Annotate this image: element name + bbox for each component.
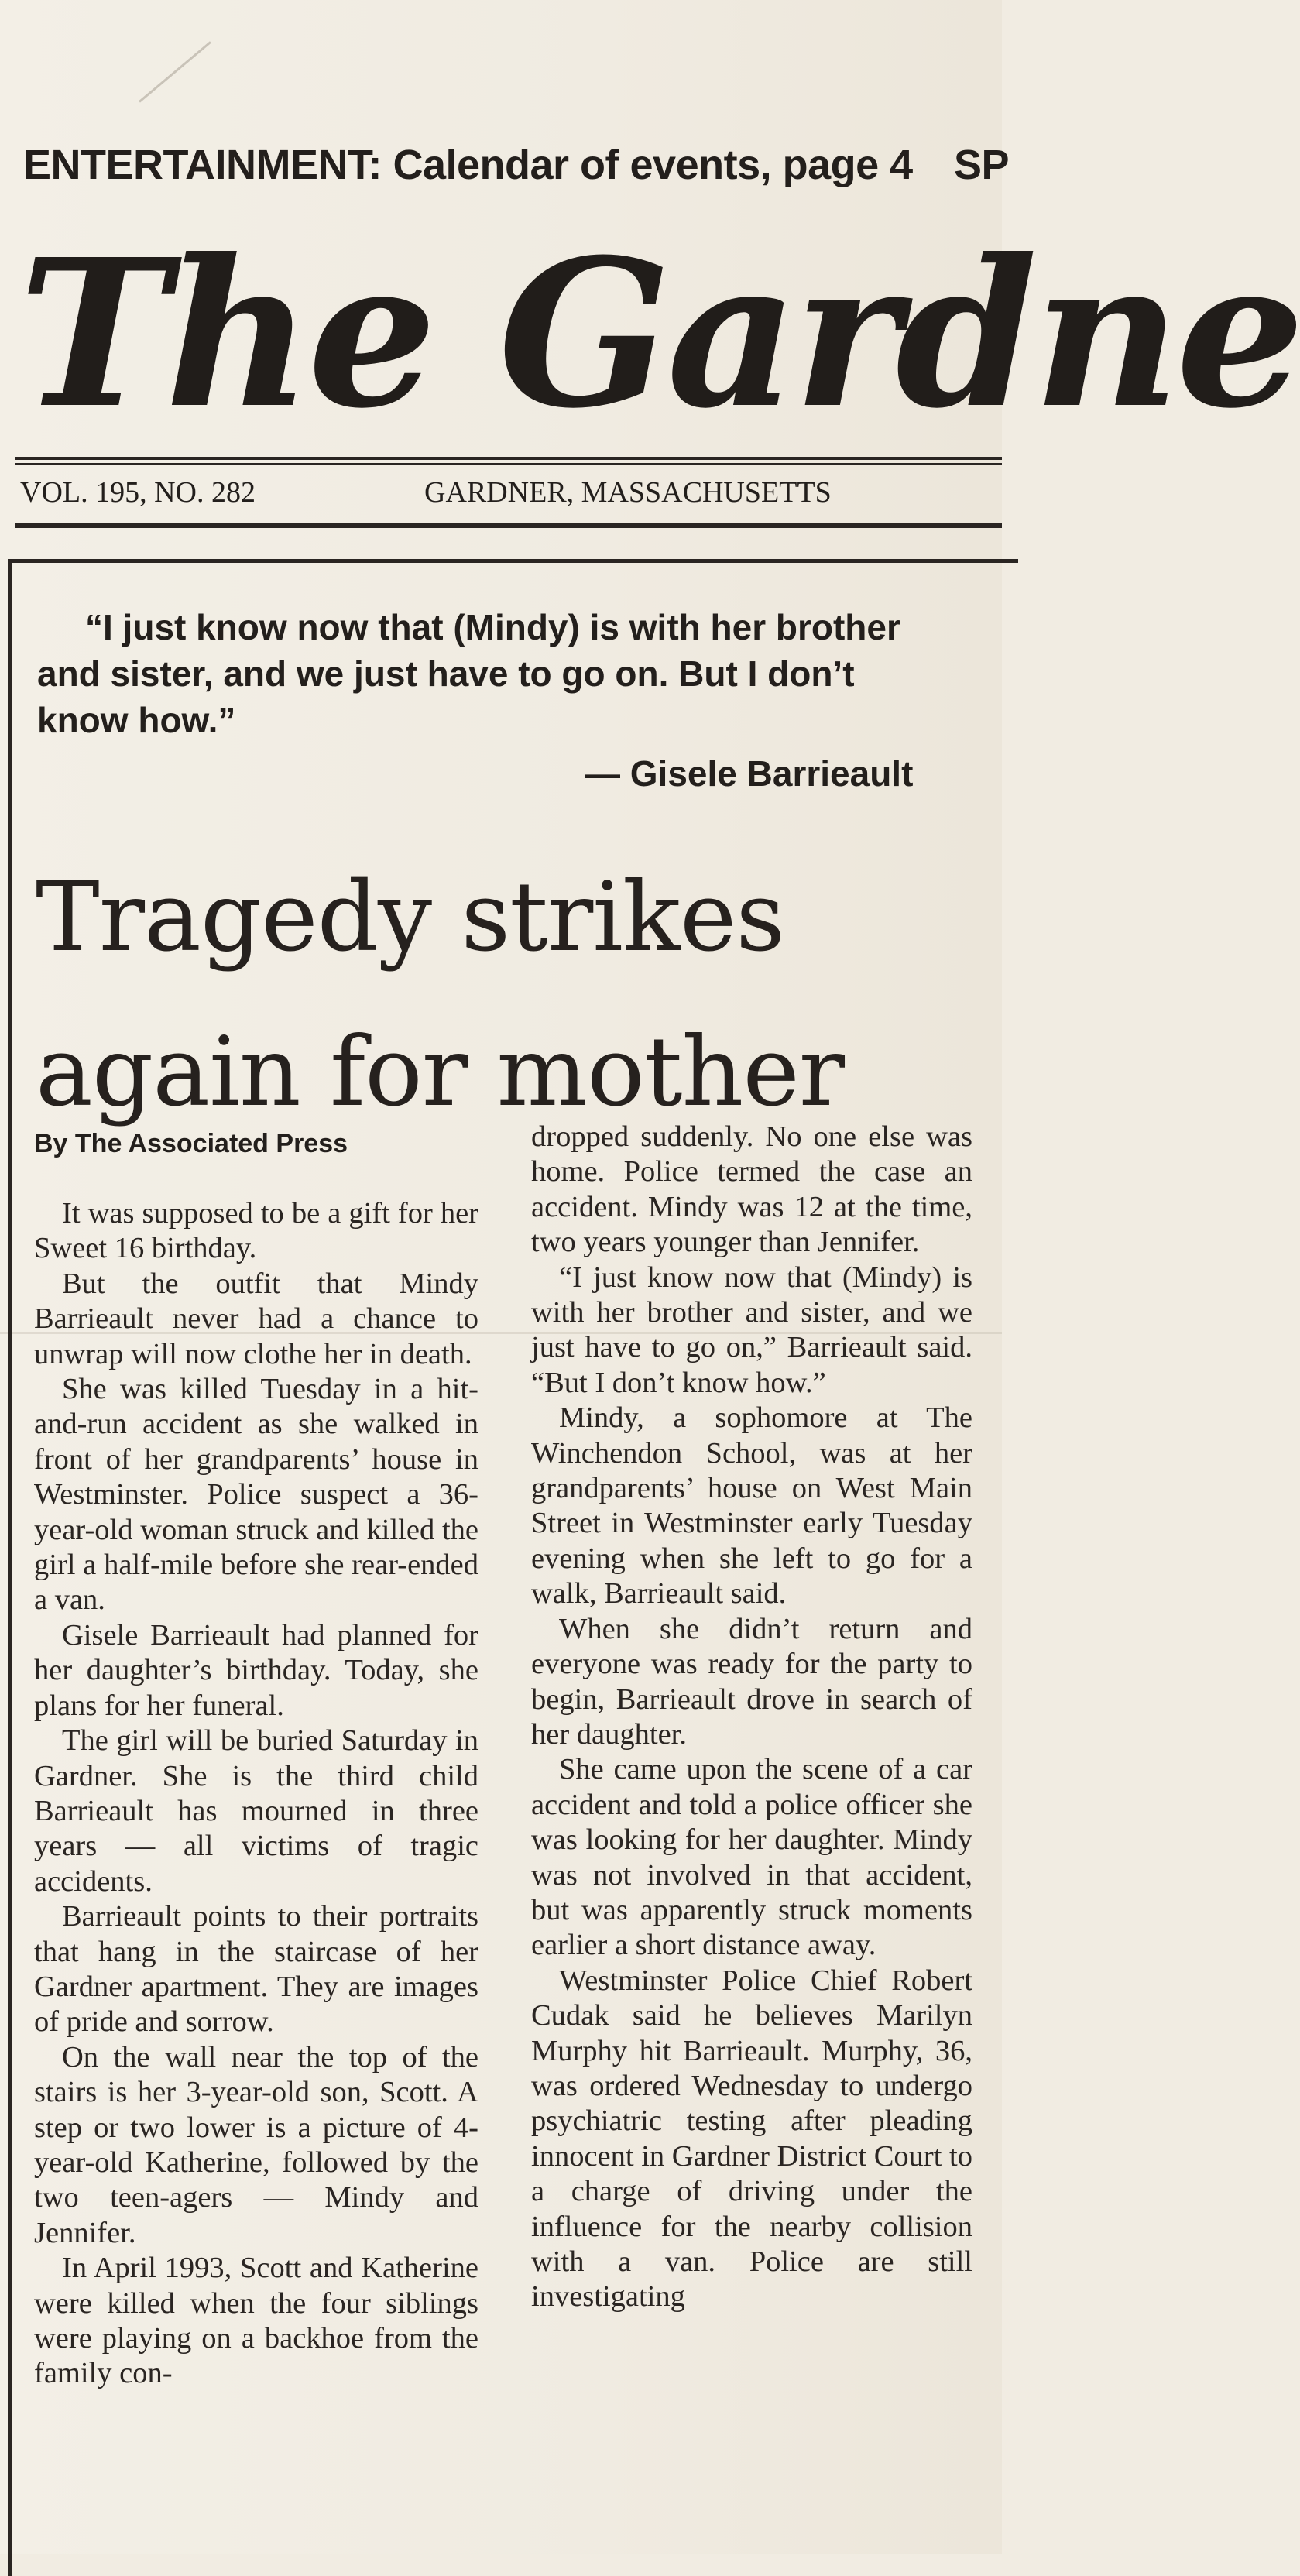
article-headline [36, 840, 844, 1150]
article-column-right [531, 1120, 972, 2315]
pull-quote-line: know how.” [37, 700, 236, 740]
pull-quote-line: “I just know now that (Mindy) is with her brother [85, 607, 900, 647]
pull-quote-line: and sister, and we just have to go on. But I don’t [37, 653, 855, 694]
article-paragraph: On the wall near the top of the stairs is her 3-year-old son, Scott. A step or two lower is a picture of 4-year-old Katherine, followed by the two teen-agers — Mindy and Jennifer. [34, 2040, 478, 2249]
headline-line: Tragedy strikes [36, 862, 785, 973]
staple-mark [139, 41, 211, 102]
teaser-text: ENTERTAINMENT: Calendar of events, page 4 [23, 142, 913, 188]
teaser-clipped-text: SP [954, 142, 1010, 188]
article-paragraph: Gisele Barrieault had planned for her daughter’s birthday. Today, she plans for her funeral. [34, 1618, 478, 1722]
dateline-rule [15, 523, 1002, 528]
article-column-left [34, 1196, 478, 2392]
article-paragraph: Westminster Police Chief Robert Cudak said he believes Marilyn Murphy hit Barrieault. Murphy, 36, was ordered Wednesday to undergo psychiatric testing after pleading innocent in Gardner District Court to a charge of driving under the influence for the nearby collision with a van. Police are still investigating [531, 1964, 972, 2314]
article-paragraph: She was killed Tuesday in a hit-and-run accident as she walked in front of her grandparents’ house in Westminster. Police suspect a 36-year-old woman struck and killed the girl a half-mile before she rear-ended a van. [34, 1373, 478, 1617]
article-paragraph: But the outfit that Mindy Barrieault never had a chance to unwrap will now clothe her in death. [34, 1267, 478, 1370]
article-paragraph: She came upon the scene of a car accident and told a police officer she was looking for her daughter. Mindy was not involved in that accident, but was apparently struck moments earlier a short distance away. [531, 1753, 972, 1962]
article-paragraph: In April 1993, Scott and Katherine were killed when the four siblings were playing on a backhoe from the family con- [34, 2252, 478, 2390]
masthead-rule-thin [15, 463, 1002, 465]
article-paragraph: The girl will be buried Saturday in Gardner. She is the third child Barrieault has mourned in three years — all victims of tragic accidents. [34, 1724, 478, 1898]
article-paragraph: It was supposed to be a gift for her Sweet 16 birthday. [34, 1197, 478, 1265]
article-paragraph: When she didn’t return and everyone was ready for the party to begin, Barrieault drove in search of her daughter. [531, 1612, 972, 1751]
article-paragraph: Barrieault points to their portraits that hang in the staircase of her Gardner apartment. They are images of pride and sorrow. [34, 1900, 478, 2039]
masthead-rule-top [15, 457, 1002, 460]
pull-quote [37, 604, 974, 743]
section-teaser [23, 141, 1010, 189]
byline: By The Associated Press [34, 1129, 348, 1158]
article-paragraph-continued: dropped suddenly. No one else was home. Police termed the case an accident. Mindy was 12 at the time, two years younger than Jennifer. [531, 1120, 972, 1259]
pull-quote-attribution: — Gisele Barrieault [585, 753, 914, 794]
dateline-location: GARDNER, MASSACHUSETTS [424, 476, 832, 509]
volume-number: VOL. 195, NO. 282 [20, 476, 256, 509]
headline-line: again for mother [36, 1017, 844, 1128]
newspaper-masthead: The Gardne [19, 214, 1300, 453]
article-paragraph: Mindy, a sophomore at The Winchendon School, was at her grandparents’ house on West Main Street in Westminster early Tuesday evening when she left to go for a walk, Barrieault said. [531, 1401, 972, 1610]
article-paragraph: “I just know now that (Mindy) is with her brother and sister, and we just have to go on,” Barrieault said. “But I don’t know how.” [531, 1261, 972, 1399]
